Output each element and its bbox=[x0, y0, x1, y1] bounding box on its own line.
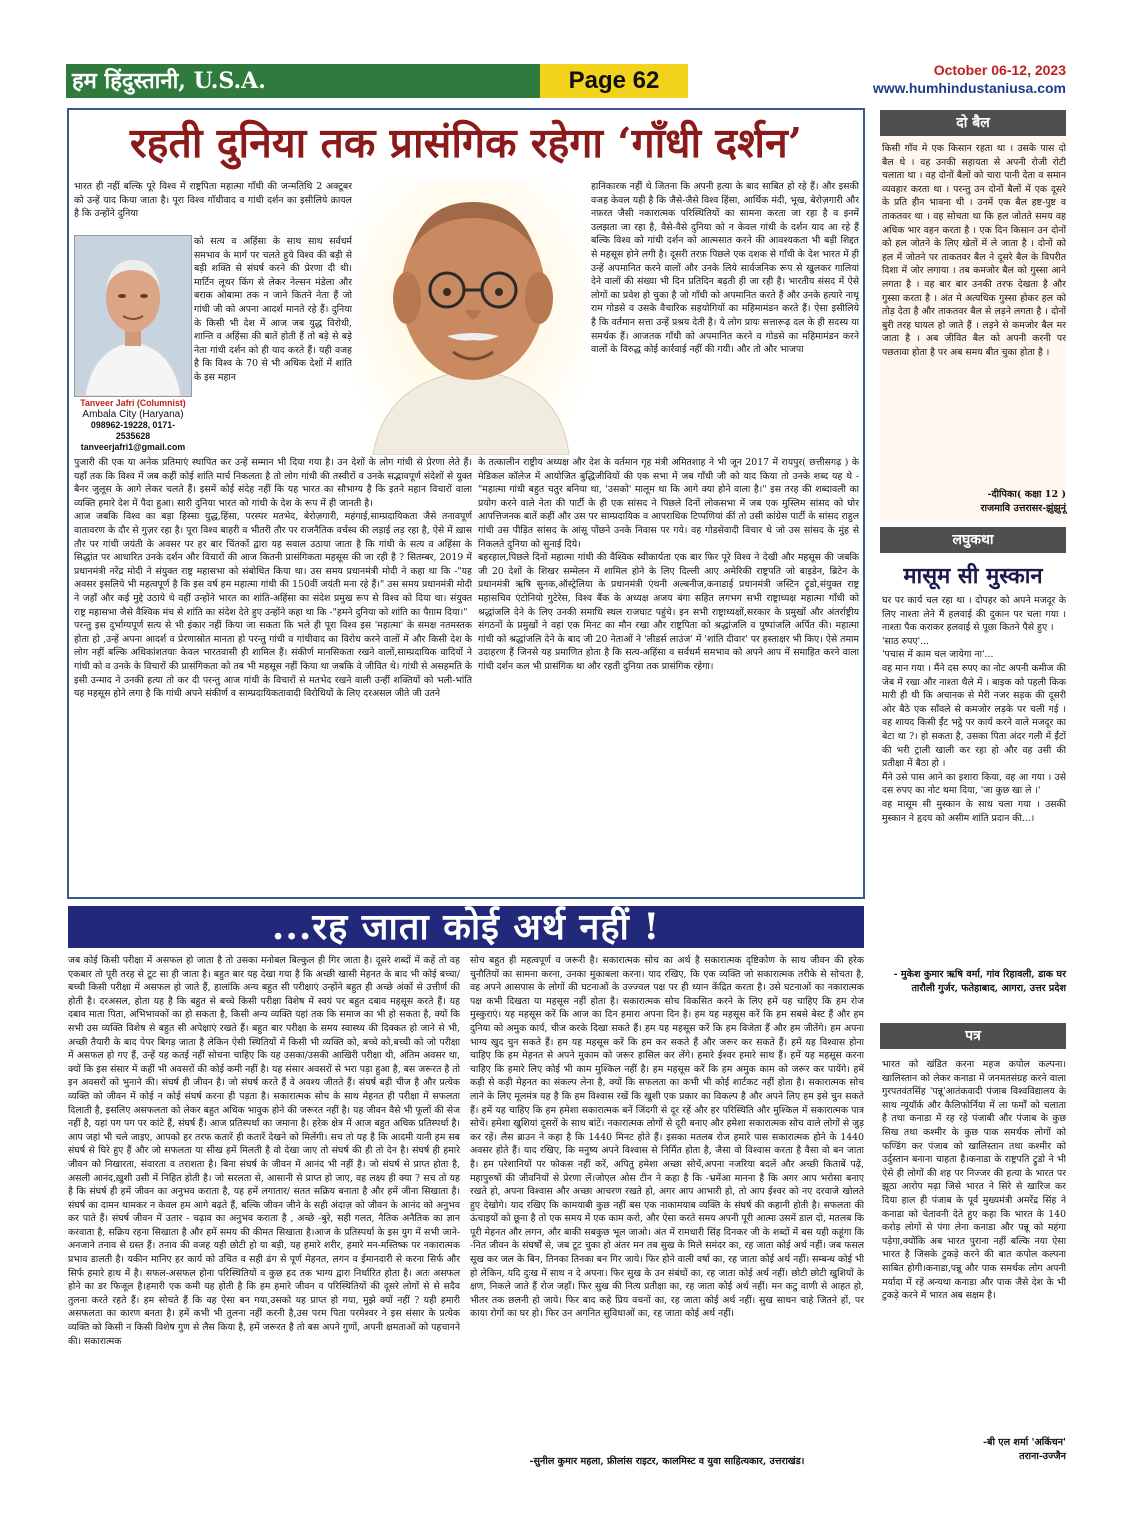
article-text-body-right: के तत्कालीन राष्ट्रीय अध्यक्ष और देश के वर्तमान गृह मंत्री अमितशाह ने भी जून 2017 में रायपुर( छत्तीसगढ़ ) के मेडिकल कॉलेज में आयोजित बुद्धिजीवियों की एक सभा में जब गाँधी जी को याद किया तो उनके शब्द यह थे - "महात्मा गांधी बहुत चतुर बनिया था, 'उसको' मालूम था कि आगे क्या होने वाला है।" इस तरह की शब्दावली का प्रयोग करने वाले नेता की पार्टी के ही एक सांसद ने पिछले दिनों लोकसभा में जब एक मुस्लिम सांसद को घोर आपत्तिजनक बातें कहीं और उस पर साम्प्रदायिक व आपराधिक टिप्पणियां कीं तो उसी कांग्रेस पार्टी के सांसद राहुल गांधी उस पीड़ित सांसद के आंसू पोंछने उनके निवास पर गये। वह गोडसेवादी विचार थे जो उस सांसद के मुंह से निकलते दुनिया को सुनाई दिये। बहरहाल,पिछले दिनों महात्मा गांधी की वैश्विक स्वीकार्यता एक बार फिर पूरे विश्व ने देखी और महसूस की जबकि जी 20 देशों के शिखर सम्मेलन में शामिल होने के लिए दिल्ली आए अमेरिकी राष्ट्रपति जो बाइडेन, ब्रिटेन के प्रधानमंत्री ऋषि सुनक,ऑस्ट्रेलिया के प्रधानमंत्री एंथनी अल्बनीज,कनाडाई प्रधानमंत्री जस्टिन ट्रूडो,संयुक्त राष्ट्र महासचिव एंटोनियो गुटेरेस, विश्व बैंक के अध्यक्ष अजय बंगा सहित लगभग सभी राष्ट्राध्यक्ष महात्मा गाँधी को श्रद्धांजलि देने के लिए उनकी समाधि स्थल राजघाट पहुंचे। इन सभी राष्ट्राध्यक्षों,सरकार के प्रमुखों और अंतर्राष्ट्रीय संगठनों के प्रमुखों ने वहां एक मिनट का मौन रखा और राष्ट्रपिता को श्रद्धांजलि व पुष्पांजलि अर्पित की। महात्मा गांधी को श्रद्धांजलि देने के बाद जी 20 नेताओं ने 'लीडर्स लाउंज' में 'शांति दीवार' पर हस्ताक्षर भी किए। ऐसे तमाम उदाहरण हैं जिनसे यह प्रमाणित होता है कि सत्य-अहिंसा व सर्वधर्म समभाव को अपने आप में समाहित करने वाला गांधी दर्शन कल भी प्रासंगिक था और रहती दुनिया तक प्रासंगिक रहेगा। bbox=[478, 457, 859, 672]
second-article-text-right: सोच बहुत ही महत्वपूर्ण व जरूरी है। सकारात्मक सोच का अर्थ है सकारात्मक दृष्टिकोण के साथ जीवन की हरेक चुनौतियों का सामना करना, उनका मुकाबला करना। याद रखिए, कि एक व्यक्ति जो सकारात्मक तरीके से सोचता है, वह अपने आसपास के लोगों की घटनाओं के उज्ज्वल पक्ष पर ही ध्यान केंद्रित करता है। उसे घटनाओं का नकारात्मक पक्ष कभी दिखता या महसूस नहीं होता है। सकारात्मक सोच विकसित करने के लिए हमें यह चाहिए कि हम रोज मुस्कुराएं। यह महसूस करें कि आज का दिन हमारा अपना दिन है। हम यह महसूस करें कि हम सबसे बेस्ट हैं और हम दुनिया को अमुक कार्य, चीज करके दिखा सकते हैं। हम यह महसूस करें कि हम विजेता हैं और हम जीतेंगे। हम अपना भाग्य खुद चुन सकते हैं। हम यह महसूस करें कि हम कर सकते हैं और जरूर कर सकते हैं। हमें यह विश्वास होना चाहिए कि हम मेहनत से अपने मुकाम को जरूर हासिल कर लेंगे। हमारे ईश्वर हमारे साथ हैं। हमें यह महसूस करना चाहिए कि हमारे लिए कोई भी काम मुश्किल नहीं है। हम महसूस करें कि हम अमुक काम को जरूर कर पायेंगे। हमें कड़ी से कड़ी मेहनत का संकल्प लेना है, क्यों कि सफलता का कभी भी कोई शार्टकट नहीं होता है। सकारात्मक सोच लाने के लिए मूलमंत्र यह है कि हम विश्वास रखें कि खुशी एक प्रकार का विकल्प है और अपने लिए हम इसे चुन सकते हैं। हमें यह चाहिए कि हम हमेशा सकारात्मक बनें जिंदगी से दूर रहें और हर परिस्थिति और मुश्किल में सकारात्मक पात्र सोचें। हमेशा खुशियां दूसरों के साथ बांटें। नकारात्मक लोगों से दूरी बनाए और हमेशा सकारात्मक सोच वाले लोगों से जुड़ कर रहें। लैस ब्राउन ने कहा है कि 1440 मिनट होते हैं। इसका मतलब रोज हमारे पास सकारात्मक होने के 1440 अवसर होते हैं। याद रखिए, कि मनुष्य अपने विश्वास से निर्मित होता है, जैसा वो विश्वास करता है वैसा वो बन जाता है। हम परेशानियों पर फोकस नहीं करें, अपितु हमेशा अच्छा सोचें,अपना नजरिया बदलें और अच्छी किताबें पढ़ें, महापुरुषों की जीवनियों से प्रेरणा लें।जोएल ओस टीन ने कहा है कि -भ्रमेंआ मानना है कि अगर आप भरोसा बनाए रखते हो, अपना विश्वास और अच्छा आचरण रखते हो, अगर आप आभारी हो, तो आप ईश्वर को नए दरवाजे खोलते हुए देखोगे। याद रखिए कि कामयाबी कुछ नहीं बस एक नाकामयाब व्यक्ति के संघर्ष की कहानी होती है। सफलता की ऊंचाइयों को छूना है तो एक समय में एक काम करो, और ऐसा करते समय अपनी पूरी आत्मा उसमें डाल दो, मतलब कि पूरी मेहनत और लगन, और बाकी सबकुछ भूल जाओ। अंत में रामधारी सिंह दिनकर जी के शब्दों में बस यही कहूंगा कि -नित जीवन के संघर्षों से, जब टूट चुका हो अंतर मन तब सुख के मिले समंदर का, रह जाता कोई अर्थ नहीं। जब फसल सूख कर जल के बिन, तिनका तिनका बन गिर जाये। फिर होने वाली वर्षा का, रह जाता कोई अर्थ नहीं। सम्बन्ध कोई भी हो लेकिन, यदि दुःख में साथ न दे अपना। फिर सुख के उन संबंधों का, रह जाता कोई अर्थ नहीं। छोटी छोटी खुशियों के क्षण, निकले जाते हैं रोज जहाँ। फिर सुख की नित्य प्रतीक्षा का, रह जाता कोई अर्थ नहीं। मन कटु वाणी से आहत हो, भीतर तक छलनी हो जाये। फिर बाद कहे प्रिय वचनों का, रह जाता कोई अर्थ नहीं। सुख साधन चाहे जितने हों, पर काया रोगों का घर हो। फिर उन अगनित सुविधाओं का, रह जाता कोई अर्थ नहीं। bbox=[470, 955, 864, 1320]
second-article-banner: ...रह जाता कोई अर्थ नहीं ! bbox=[68, 906, 864, 948]
issue-date: October 06-12, 2023 bbox=[933, 62, 1066, 78]
gandhi-portrait bbox=[355, 180, 587, 455]
letter-credit bbox=[882, 1436, 1066, 1464]
article-text-right-top: हानिकारक नहीं थे जितना कि अपनी हत्या के बाद साबित हो रहे हैं। और इसकी वजह केवल यही है कि जैसे-जैसे विश्व हिंसा, आर्थिक मंदी, भूख, बेरोज़गारी और नफ़रत जैसी नकारात्मक परिस्थितियों का सामना करता जा रहा है व इनमें उलझता जा रहा है, वैसे-वैसे दुनिया को न केवल गांधी के दर्शन याद आ रहे हैं बल्कि विश्व को गांधी दर्शन को आत्मसात करने की आवश्यकता भी बड़ी शिद्दत से महसूस होने लगी है। दूसरी तरफ़ पिछले एक दशक से गाँधी के देश भारत में ही उन्हें अपमानित करने वालों और उनके लिये सार्वजनिक रूप से खुलकर गालियां देने वालों की संख्या भी दिन प्रतिदिन बढ़ती ही जा रही है। भारतीय संसद में ऐसे लोगों का प्रवेश हो चुका है जो गाँधी को अपमानित करते हैं और उनके हत्यारे नाथू राम गोडसे व उसके वैचारिक सहयोगियों का महिमामंडन करते हैं। ऐसा इसीलिये है कि वर्तमान सत्ता उन्हें प्रश्रय देती है। ये लोग प्रायः सत्तारूढ़ दल के ही सदस्य या समर्थक हैं। आजतक गाँधी को अपमानित करने व गोडसे का महिमामंडन करने वालों के विरुद्ध कोई कार्रवाई नहीं की गयी। और तो और भाजपा bbox=[591, 181, 859, 356]
page-number: Page 62 bbox=[540, 64, 688, 98]
sidebar-heading-laghukatha: लघुकथा bbox=[880, 527, 1066, 553]
author-city: Ambala City (Haryana) bbox=[82, 409, 184, 420]
website-link[interactable]: www.humhindustaniusa.com bbox=[872, 80, 1066, 96]
sidebar-story-school: राजमावि उत्तरासर-झुंझुनूं bbox=[980, 503, 1066, 514]
sidebar-heading-do-bail: दो बैल bbox=[880, 110, 1066, 136]
laghukatha-text: घर पर कार्य चल रहा था । दोपहर को अपने मजदूर के लिए नाश्ता लेने मैं हलवाई की दुकान पर चला गया । नाश्ता पैक कराकर हलवाई से पूछा कितने पैसे हुए । 'साठ रुपए'... 'पचास में काम चल जायेगा ना'... वह मान गया । मैंने दस रुपए का नोट अपनी कमीज की जेब में रखा और नाश्ता थैले में । बाइक को पहली किक मारी ही थी कि अचानक से मेरी नजर सड़क की दूसरी ओर बैठे एक साँवले से कमजोर लड़के पर चली गई । वह शायद किसी ईंट भट्ठे पर कार्य करने वाले मजदूर का बेटा था ?। हो सकता है, उसका पिता अंदर गली में ईंटों की भरी ट्राली खाली कर रहा हो और वह उसी की प्रतीक्षा में बैठा हो । मैंने उसे पास आने का इशारा किया, वह आ गया । उसे दस रुपए का नोट थमा दिया, 'जा कुछ खा ले ।' वह मासूम सी मुस्कान के साथ चला गया । उसकी मुस्कान ने हृदय को असीम शांति प्रदान की...। bbox=[882, 595, 1066, 824]
sidebar-heading-patra: पत्र bbox=[880, 1023, 1066, 1049]
author-caption bbox=[74, 398, 192, 453]
sidebar-story-author: -दीपिका( कक्षा 12 ) bbox=[987, 489, 1066, 500]
letter-author: -बी एल शर्मा 'अकिंचन' bbox=[983, 1437, 1066, 1448]
laghukatha-title: मासूम सी मुस्कान bbox=[903, 563, 1043, 589]
second-article-credit: -सुनील कुमार महला, फ्रीलांस राइटर, कालमिस्ट व युवा साहित्यकार, उत्तराखंड। bbox=[529, 1456, 805, 1467]
sidebar-story-text: किसी गाँव मे एक किसान रहता था । उसके पास दो बैल थे । वह उनकी सहायता से अपनी रोजी रोटी चलाता था । वह दोनों बैलों को चारा पानी देता व समान व्यवहार करता था । परन्तु उन दोनों बैलों में एक दूसरे के प्रति हीन भावना थी । उनमें एक बैल हष्ट-पुष्ट व ताकतवर था । वह सोचता था कि हल जोतते समय वह अधिक भार वहन करता है । एक दिन किसान उन दोनों को हल जोतने के लिए खेतों में ले जाता है । दोनों को हल में जोतने पर ताकतवर बैल ने दूसरे बैल के विपरीत दिशा में जोर लगाया । तब कमजोर बैल को गुस्सा आने लगता है । वह बार बार उनकी तरफ देखता है और गुस्सा करता है । अंत मे अत्यधिक गुस्सा होकर हल को तोड़ देता है और ताकतवर बैल से लड़ने लगता है । दोनों बुरी तरह घायल हो जाते हैं । लड़ने से कमजोर बैल मर जाता है । अब जीवित बैल को अपनी करनी पर पछतावा होता है पर अब समय बीत चुका होता है । bbox=[882, 143, 1066, 358]
letter-place: तराना-उज्जैन bbox=[1019, 1451, 1066, 1462]
second-article-text-left: जब कोई किसी परीक्षा में असफल हो जाता है तो उसका मनोबल बिल्कुल ही गिर जाता है। दूसरे शब्दों में कहें तो वह एकबार तो पूरी तरह से टूट सा ही जाता है। बहुत बार यह देखा गया है कि अच्छी खासी मेहनत के बाद भी कोई बच्चा/बच्ची किसी परीक्षा में असफल हो जाते हैं, हालांकि अन्य बहुत सी परीक्षाएं उन्होंने बहुत ही अच्छे अंकों से उत्तीर्ण की होती है। दरअसल, होता यह है कि बहुत से बच्चे किसी परीक्षा विशेष में स्वयं पर बहुत दबाव महसूस करते हैं। यह दबाव माता पिता, अभिभावकों का हो सकता है, किसी अन्य व्यक्ति यहां तक कि समाज का भी हो सकता है, क्यों कि सभी उस व्यक्ति विशेष से बहुत सी अपेक्षाएं रखते हैं। बहुत बार परीक्षा के समय स्वास्थ्य की दिक्कत हो जाने से भी, अच्छी तैयारी के बाद पेपर बिगड़ जाता है लेकिन ऐसी स्थितियों में किसी भी व्यक्ति को, बच्चे को,बच्ची को जो परीक्षा में असफल हो गए हैं, उन्हें यह कतई नहीं सोचना चाहिए कि यह उसका/उसकी आखिरी परीक्षा थी, अंतिम अवसर था, क्यों कि इस संसार में कहीं भी अवसरों की कोई कमी नहीं है। यह संसार अवसरों से भरा पड़ा हुआ है, बस जरूरत है तो इन अवसरों को भुनाने की। संघर्ष ही जीवन है। जो संघर्ष करते हैं वे अवश्य जीतते हैं। संघर्ष बड़ी चीज है और प्रत्येक व्यक्ति को जीवन में कोई न कोई संघर्ष करना ही पड़ता है। सकारात्मक सोच के साथ मेहनत ही परीक्षा में सफलता दिलाती है, इसलिए असफलता को लेकर बहुत अधिक भावुक होने की जरूरत नहीं है। यह जीवन वैसे भी फूलों की सेज नहीं है, यहां पग पग पर कांटे हैं, संघर्ष हैं। आज प्रतिस्पर्धा का जमाना है। हरेक क्षेत्र में आज बहुत अधिक प्रतिस्पर्धा है। आप जहां भी चले जाइए, आपको हर तरफ कतारें ही कतारें देखने को मिलेंगी। सच तो यह है कि आदमी यानी हम सब संघर्ष से घिरे हुए हैं और जो सफलता या सीख हमें मिलती है वो देखा जाए तो संघर्ष की ही तो देन है। संघर्ष ही हमारे जीवन को निखारता, संवारता व तराशता है। बिना संघर्ष के जीवन में आनंद भी नहीं है। जो संघर्ष से प्राप्त होता है, असली आनंद,ख़ुशी उसी में निहित होती है। जो सरलता से, आसानी से प्राप्त हो जाए, वह लक्ष्य ही क्या ? सच तो यह है कि संघर्ष ही हमें जीवन का अनुभव कराता है, यह हमें लगातार/ सतत सक्रिय बनाता है और हमें जीना सिखाता है। संघर्ष का दामन थामकर न केवल हम आगे बढ़ते हैं, बल्कि जीवन जीने के सही अंदाज़ को जीवन के आनंद को अनुभव कर पाते हैं। संघर्ष जीवन में उतार - चढ़ाव का अनुभव कराता है , अच्छे -बुरे, सही गलत, नैतिक अनैतिक का ज्ञान करवाता है, सक्रिय रहना सिखाता है और हमें समय की कीमत सिखाता है।आज के प्रतिस्पर्धा के इस युग में सभी जाने-अनजाने तनाव से ग्रस्त हैं। तनाव की वजह यही छोटी हो या बड़ी, यह हमारे शरीर, हमारे मन-मस्तिष्क पर नकारात्मक प्रभाव डालती है। यकीन मानिए हर कार्य को उचित व सही ढंग से पूर्ण मेहनत, लगन व ईमानदारी से करना सिर्फ और सिर्फ हमारे हाथ में है। सफल-असफल होना परिस्थितियों व कुछ हद तक भाग्य द्वारा निर्धारित होता है। अतः असफल होने का डर फिजूल है।हमारी एक कमी यह होती है कि हम हमारे जीवन व परिस्थितियों की दूसरे लोगों से से सदैव तुलना करते रहते हैं। हम सोचते हैं कि वह ऐसा बन गया,उसको यह प्राप्त हो गया, मुझे क्यों नहीं ? यही हमारी असफलता का कारण बनता है। हमें कभी भी तुलना नहीं करनी है,उस परम पिता परमेश्वर ने इस संसार के प्रत्येक व्यक्ति को किसी न किसी विशेष गुण से लैस किया है, हमें जरूरत है तो बस अपने गुणों, अपनी क्षमताओं को पहचानने की। सकारात्मक bbox=[68, 955, 460, 1347]
newspaper-masthead: हम हिंदुस्तानी, U.S.A. bbox=[66, 64, 542, 98]
sidebar-story-credit bbox=[882, 488, 1066, 516]
letter-text: भारत को खंडित करना महज कपोल कल्पना। खालिस्तान को लेकर कनाडा में जनमतसंग्रह करने वाला गुरपतवंतसिंह 'पन्नू'आतंकवादी पंजाब विश्वविद्यालय के साथ न्यूयॉर्क और कैलिफोर्निया में ला फर्मों को चलाता है तथा कनाडा में रह रहे पंजाबी और पंजाब के कुछ सिख तथा कश्मीर के कुछ पाक समर्थक लोगों को फण्डिंग कर पंजाब को खालिस्तान तथा कश्मीर को उर्दुस्तान बनाना चाहता है।कनाडा के राष्ट्रपति ट्रुडो ने भी ऐसे ही लोगों की शह पर निज्जर की हत्या के भारत पर झूठा आरोप मढ़ा जिसे भारत ने सिरे से खारिज कर दिया हाल ही पंजाब के पूर्व मुख्यमंत्री अमरेंद्र सिंह ने कनाडा को चेतावनी देते हुए कहा कि भारत के 140 करोड़ लोगों से पंगा लेना कनाडा और पन्नू को महंगा पड़ेगा,क्योंकि अब भारत पुराना नहीं बल्कि नया ऐसा भारत है जिसके टुकड़े करने की बात कपोल कल्पना साबित होगी।कनाडा,पन्नू और पाक समर्थक लोग अपनी मर्यादा में रहें अन्यथा कनाडा और पाक जैसे देश के भी टुकड़े करने में भारत अब सक्षम है। bbox=[882, 1059, 1066, 1302]
article-text-left: को सत्य व अहिंसा के साथ साथ सर्वधर्म समभाव के मार्ग पर चलते हुये विश्व की बड़ी से बड़ी शक्ति से संघर्ष करने की प्रेरणा दी थी। मार्टिन लूथर किंग से लेकर नेल्सन मंडेला और बराक ओबामा तक न जाने कितने नेता हैं जो गांधी जी को अपना आदर्श मानते रहे हैं। दुनिया के किसी भी देश में आज जब युद्ध विरोधी, शान्ति व अहिंसा की बातें होती हैं तो बड़े से बड़े नेता गांधी दर्शन को ही याद करते हैं। यही वजह है कि विश्व के 70 से भी अधिक देशों में शांति के इस महान bbox=[194, 236, 352, 383]
main-article-title: रहती दुनिया तक प्रासंगिक रहेगा ‘गाँधी दर्शन’ bbox=[129, 119, 803, 167]
author-email[interactable]: tanveerjafri1@gmail.com bbox=[80, 442, 186, 452]
author-photo bbox=[74, 235, 192, 397]
gandhi-illustration-icon bbox=[355, 180, 587, 455]
author-portrait-icon bbox=[75, 236, 191, 396]
author-phone: 098962-19228, 0171-2535628 bbox=[90, 420, 176, 441]
article-text-intro: भारत ही नहीं बल्कि पूरे विश्व में राष्ट्रपिता महात्मा गाँधी की जन्मतिथि 2 अक्टूबर को उन्हें याद किया जाता है। पूरा विश्व गाँधीवाद व गांधी दर्शन का इसीलिये क़ायल है कि उन्होंने दुनिया bbox=[74, 181, 352, 220]
laghukatha-credit: - मुकेश कुमार ऋषि वर्मा, गांव रिहावली, डाक घर तारौली गुर्जर, फतेहाबाद, आगरा, उत्तर प्रदेश bbox=[893, 969, 1066, 994]
author-name: Tanveer Jafri (Columnist) bbox=[80, 398, 186, 408]
article-text-body-left: पुजारी की एक या अनेक प्रतिमाएं स्थापित कर उन्हें सम्मान भी दिया गया है। उन देशों के लोग गांधी से प्रेरणा लेते हैं। यहाँ तक कि विश्व में जब कहीं कोई शांति मार्च निकलता है तो लोग गांधी की तस्वीरों व उनके सद्भावपूर्ण संदेशों से युक्त बैनर जुलूस के आगे लेकर चलते हैं। इसमें कोई संदेह नहीं कि यह भारत का सौभाग्य है कि इतने महान विचारों वाला व्यक्ति हमारे देश में पैदा हुआ। सारी दुनिया भारत को गांधी के देश के रूप में ही जानती है। आज जबकि विश्व का बड़ा हिस्सा युद्ध,हिंसा, परस्पर मतभेद, बेरोज़गारी, महंगाई,साम्प्रदायिकता जैसे तनावपूर्ण वातावरण के दौर से गुज़र रहा है। पूरा विश्व बाहरी व भीतरी तौर पर राजनैतिक वर्चस्व की लड़ाई लड़ रहा है, ऐसे में ख़ास तौर पर गांधी जयंती के अवसर पर हर बार चिंतकों द्वारा यह सवाल उठाया जाता है कि गांधी के सत्य व अहिंसा के सिद्धांत पर आधारित उनके दर्शन और विचारों की आज कितनी प्रासंगिकता महसूस की जा रही है ? सितम्बर, 2019 में प्रधानमंत्री नरेंद्र मोदी ने संयुक्त राष्ट्र महासभा को संबोधित किया था। उस समय प्रधानमंत्री मोदी ने कहा था कि -"यह अवसर इसलिये भी महत्वपूर्ण है कि इस वर्ष हम महात्मा गांधी की 150वीं जयंती मना रहे हैं।" उस समय प्रधानमंत्री मोदी ने जहाँ और कई मुद्दे उठाये थे वहीं उन्होंने भारत का शांति-अहिंसा का संदेश प्रमुख रूप से विश्व को दिया था। संयुक्त राष्ट्र महासभा जैसे वैश्विक मंच से शांति का संदेश देते हुए उन्होंने कहा था कि -"हमने दुनिया को शांति का पैग़ाम दिया।" परन्तु इस दुर्भाग्यपूर्ण सत्य से भी इंकार नहीं किया जा सकता कि भले ही पूरा विश्व इस 'महात्मा' के समक्ष नतमस्तक होता हो ,उन्हें अपना आदर्श व प्रेरणास्रोत मानता हो परन्तु गांधी व गांधीवाद का विरोध करने वालों में और किसी देश के लोग नहीं बल्कि अधिकांशतयाः केवल भारतवासी ही शामिल हैं। संकीर्ण मानसिकता रखने वालों,साम्प्रदायिक वादियों ने गांधी को व उनके के विचारों की प्रासंगिकता को तब भी महसूस नहीं किया था जबकि वे जीवित थे। गांधी से असहमति के इसी उन्माद ने उनकी हत्या तो कर दी परन्तु आज गांधी के विचारों से मतभेद रखने वाली उन्हीं शक्तियों को भली-भांति यह महसूस होने लगा है कि गांधी अपने संकीर्ण व साम्प्रदायिकतावादी विरोधियों के लिए दरअसल जीते जी उतने bbox=[74, 457, 472, 700]
